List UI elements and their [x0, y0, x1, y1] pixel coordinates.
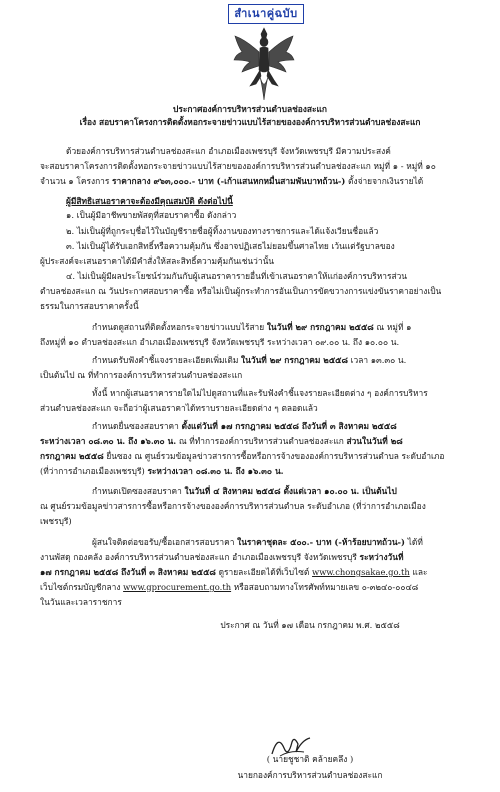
reference-price: ราคากลาง ๙๖๓,๐๐๐.- บาท (-เก้าแสนหกหมื่นสามพันบาทถ้วน-)	[112, 176, 346, 186]
site-visit-date: ในวันที่ ๒๙ กรกฎาคม ๒๕๕๘	[266, 322, 374, 332]
announcement-date: ประกาศ ณ วันที่ ๑๗ เดือน กรกฎาคม พ.ศ. ๒๕๕๘	[220, 620, 400, 630]
documents-period: ๑๗ กรกฎาคม ๒๕๕๘ ถึงวันที่ ๓ สิงหาคม ๒๕๕๘	[40, 567, 216, 577]
site-visit-detail: ถึงหมู่ที่ ๑๐ ตำบลช่องสะแก อำเภอเมืองเพชรบุรี จังหวัดเพชรบุรี ระหว่างเวลา ๐๙.๐๐ น. ถึง ๑๐.๐๐ น.	[40, 337, 400, 347]
site-visit-line	[92, 322, 411, 333]
submission-special-time: ระหว่างเวลา ๐๘.๓๐ น. ถึง ๑๖.๓๐ น.	[147, 466, 284, 476]
qualification-item-3: ๓. ไม่เป็นผู้ได้รับเอกสิทธิ์หรือความคุ้มกัน ซึ่งอาจปฏิเสธไม่ยอมขึ้นศาลไทย เว้นแต่รัฐบาลของ	[66, 241, 395, 251]
site-visit-location: ณ หมู่ที่ ๑	[373, 322, 412, 332]
signer-name: ( นายชูชาติ คล้ายคลึง )	[266, 754, 354, 764]
qualification-item-4-cont: ตำบลช่องสะแก ณ วันประกาศสอบราคาซื้อ หรือไม่เป็นผู้กระทำการอันเป็นการขัดขวางการแข่งขันราคาอย่างเป็น	[40, 286, 442, 296]
submission-special-time-line	[40, 466, 284, 477]
absence-notice-cont: ส่วนตำบลช่องสะแก จะถือว่าผู้เสนอราคาได้ทราบรายละเอียดต่าง ๆ ตลอดแล้ว	[40, 403, 318, 413]
gprocurement-link[interactable]: www.gprocurement.go.th	[123, 582, 232, 592]
documents-at: ได้ที่	[405, 537, 423, 547]
site-visit-label: กำหนดดูสถานที่ติดตั้งหอกระจายข่าวแบบไร้สาย	[92, 322, 267, 332]
documents-period-label: ระหว่างวันที่	[359, 552, 404, 562]
opening-line	[92, 486, 397, 497]
documents-period-line	[40, 567, 427, 578]
project-count: จำนวน ๑ โครงการ	[40, 176, 113, 186]
qualification-item-1: ๑. เป็นผู้มีอาชีพขายพัสดุที่สอบราคาซื้อ ดังกล่าว	[66, 210, 237, 220]
documents-office: งานพัสดุ กองคลัง องค์การบริหารส่วนตำบลช่องสะแก อำเภอเมืองเพชรบุรี จังหวัดเพชรบุรี	[40, 552, 360, 562]
submission-special-day: ส่วนในวันที่ ๒๘	[346, 436, 403, 446]
intro-line-1: ด้วยองค์การบริหารส่วนตำบลช่องสะแก อำเภอเมืองเพชรบุรี จังหวัดเพชรบุรี มีความประสงค์	[66, 146, 391, 156]
opening-place: ณ ศูนย์รวมข้อมูลข่าวสารการซื้อหรือการจ้างขององค์การบริหารส่วนตำบล ระดับอำเภอ (ที่ว่าการอำเภอเมือง	[40, 501, 426, 511]
submission-place: ณ ที่ทำการองค์การบริหารส่วนตำบลช่องสะแก	[176, 436, 347, 446]
submission-special-place: ยื่นซอง ณ ศูนย์รวมข้อมูลข่าวสารการซื้อหรือการจ้างขององค์การบริหารส่วนตำบล ระดับอำเภอ	[103, 451, 445, 461]
org-website-link[interactable]: www.chongsakae.go.th	[312, 567, 410, 577]
announcement-subject: เรื่อง สอบราคาโครงการติดตั้งหอกระจายข่าวแบบไร้สายขององค์การบริหารส่วนตำบลช่องสะแก	[79, 117, 421, 127]
signer-position: นายกองค์การบริหารส่วนตำบลช่องสะแก	[237, 770, 383, 780]
office-hours: ในวันและเวลาราชการ	[40, 597, 122, 607]
documents-and: และ	[409, 567, 428, 577]
documents-gprocurement-line	[40, 582, 418, 593]
garuda-emblem-icon	[232, 26, 296, 102]
submission-special-line	[40, 451, 444, 462]
qualification-item-4-end: ธรรมในการสอบราคาครั้งนี้	[40, 301, 139, 311]
submission-time: ระหว่างเวลา ๐๘.๓๐ น. ถึง ๑๖.๓๐ น.	[40, 436, 177, 446]
explanation-line	[92, 355, 406, 366]
explanation-time: เวลา ๑๓.๓๐ น.	[347, 355, 407, 365]
documents-office-line	[40, 552, 404, 563]
comptroller-website-label: เว็บไซต์กรมบัญชีกลาง	[40, 582, 124, 592]
opening-label: กำหนดเปิดซองสอบราคา	[92, 486, 182, 496]
submission-time-line	[40, 436, 403, 447]
documents-price: ในราคาชุดละ ๕๐๐.- บาท (-ห้าร้อยบาทถ้วน-)	[237, 537, 405, 547]
funding-source: ตั้งจ่ายจากเงินรายได้	[345, 176, 424, 186]
documents-line	[92, 537, 423, 548]
explanation-label: กำหนดรับฟังคำชี้แจงรายละเอียดเพิ่มเติม	[92, 355, 242, 365]
absence-notice: ทั้งนี้ หากผู้เสนอราคารายใดไม่ไปดูสถานที่และรับฟังคำชี้แจงรายละเอียดต่าง ๆ องค์การบริหาร	[92, 388, 428, 398]
submission-label: กำหนดยื่นซองสอบราคา	[92, 421, 182, 431]
qualification-heading: ผู้มีสิทธิเสนอราคาจะต้องมีคุณสมบัติ ดังต่อไปนี้	[66, 196, 233, 206]
copy-stamp: สำเนาคู่ฉบับ	[228, 4, 304, 24]
documents-website-label: ดูรายละเอียดได้ที่เว็บไซต์	[215, 567, 313, 577]
opening-date: ในวันที่ ๔ สิงหาคม ๒๕๕๘ ตั้งแต่เวลา ๑๐.๐๐ น. เป็นต้นไป	[184, 486, 397, 496]
intro-line-2: จะสอบราคาโครงการติดตั้งหอกระจายข่าวแบบไร้สายขององค์การบริหารส่วนตำบลช่องสะแก หมู่ที่ ๑ - หมู่ที่ ๑๐	[40, 161, 436, 171]
qualification-item-3-cont: ผู้ประสงค์จะเสนอราคาได้มีคำสั่งให้สละสิทธิ์ความคุ้มกันเช่นว่านั้น	[40, 256, 275, 266]
submission-special-month: กรกฎาคม ๒๕๕๘	[40, 451, 104, 461]
qualification-item-4: ๔. ไม่เป็นผู้มีผลประโยชน์ร่วมกันกับผู้เสนอราคารายอื่นที่เข้าเสนอราคาให้แก่องค์การบริหารส่วน	[66, 271, 407, 281]
phone-number: หรือสอบถามทางโทรศัพท์หมายเลข ๐-๓๒๔๐-๐๐๔๘	[231, 582, 419, 592]
submission-line	[92, 421, 397, 432]
submission-period: ตั้งแต่วันที่ ๑๗ กรกฎาคม ๒๕๕๘ ถึงวันที่ ๓ สิงหาคม ๒๕๕๘	[181, 421, 397, 431]
explanation-detail: เป็นต้นไป ณ ที่ทำการองค์การบริหารส่วนตำบลช่องสะแก	[40, 370, 243, 380]
qualification-item-2: ๒. ไม่เป็นผู้ที่ถูกระบุชื่อไว้ในบัญชีรายชื่อผู้ทิ้งงานของทางราชการและได้แจ้งเวียนชื่อแล้ว	[66, 226, 379, 236]
opening-place-cont: เพชรบุรี)	[40, 516, 72, 526]
explanation-date: ในวันที่ ๒๙ กรกฎาคม ๒๕๕๘	[241, 355, 348, 365]
documents-label: ผู้สนใจติดต่อขอรับ/ซื้อเอกสารสอบราคา	[92, 537, 238, 547]
announcement-title: ประกาศองค์การบริหารส่วนตำบลช่องสะแก	[173, 104, 327, 114]
district-office: (ที่ว่าการอำเภอเมืองเพชรบุรี)	[40, 466, 148, 476]
intro-line-3	[40, 176, 423, 187]
